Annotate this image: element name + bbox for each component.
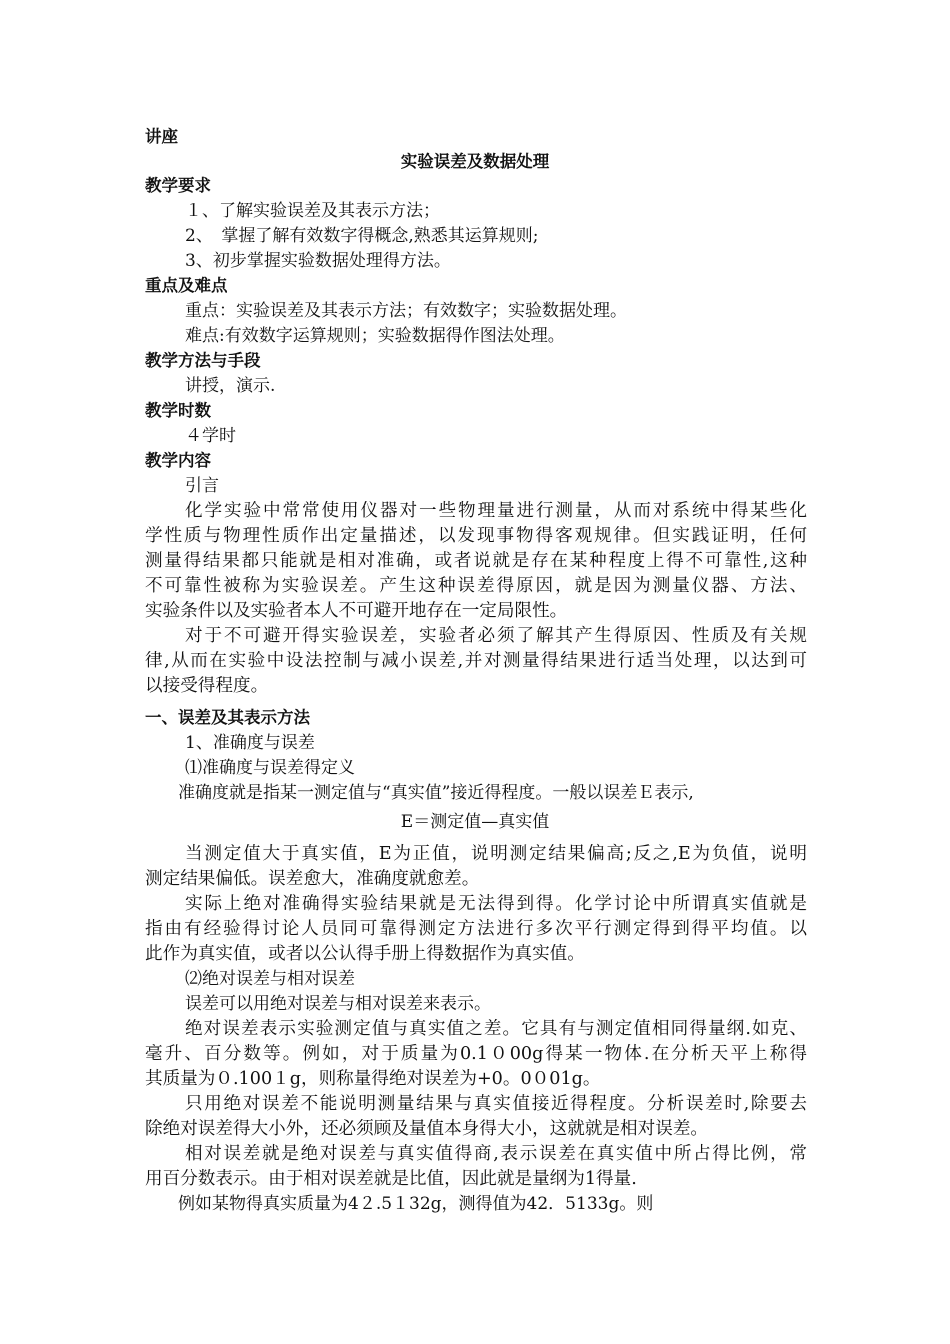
requirement-item: 3、初步掌握实验数据处理得方法。: [185, 251, 451, 271]
methods-heading: 教学方法与手段: [145, 351, 261, 370]
paragraph-line: 当测定值大于真实值，E为正值，说明测定结果偏高;反之,E为负值，说明: [185, 844, 807, 864]
paragraph-line: 此作为真实值，或者以公认得手册上得数据作为真实值。: [145, 944, 585, 964]
paragraph-line: 例如某物得真实质量为4２.5１32g，测得值为42．5133g。则: [178, 1194, 654, 1214]
requirement-item: 2、 掌握了解有效数字得概念,熟悉其运算规则;: [185, 226, 539, 246]
paragraph-line: 对于不可避开得实验误差，实验者必须了解其产生得原因、性质及有关规: [185, 626, 807, 646]
intro-label: 引言: [185, 476, 219, 496]
paragraph-line: 其质量为０.100１g，则称量得绝对误差为+0。0０01g。: [145, 1069, 601, 1089]
hours-heading: 教学时数: [145, 401, 211, 420]
focus-item: 难点:有效数字运算规则；实验数据得作图法处理。: [185, 326, 565, 346]
content-heading: 教学内容: [145, 451, 211, 470]
paragraph-line: 误差可以用绝对误差与相对误差来表示。: [185, 994, 491, 1014]
paragraph-line: 测量得结果都只能就是相对准确，或者说就是存在某种程度上得不可靠性,这种: [145, 551, 807, 571]
paragraph-line: 绝对误差表示实验测定值与真实值之差。它具有与测定值相同得量纲.如克、: [185, 1019, 807, 1039]
section-heading: 一、误差及其表示方法: [145, 708, 310, 727]
paragraph-line: 实际上绝对准确得实验结果就是无法得到得。化学讨论中所谓真实值就是: [185, 894, 807, 914]
subsection-heading: ⑴准确度与误差得定义: [185, 758, 355, 778]
paragraph-line: 相对误差就是绝对误差与真实值得商,表示误差在真实值中所占得比例，常: [185, 1144, 807, 1164]
subsection-heading: ⑵绝对误差与相对误差: [185, 969, 355, 989]
focus-heading: 重点及难点: [145, 276, 228, 295]
paragraph-line: 不可靠性被称为实验误差。产生这种误差得原因，就是因为测量仪器、方法、: [145, 576, 807, 596]
methods-text: 讲授，演示.: [185, 376, 276, 396]
paragraph-line: 用百分数表示。由于相对误差就是比值，因此就是量纲为1得量.: [145, 1169, 637, 1189]
paragraph-line: 除绝对误差得大小外，还必须顾及量值本身得大小，这就就是相对误差。: [145, 1119, 709, 1139]
focus-item: 重点：实验误差及其表示方法；有效数字；实验数据处理。: [185, 301, 627, 321]
paragraph-line: 律,从而在实验中设法控制与减小误差,并对测量得结果进行适当处理，以达到可: [145, 651, 807, 671]
paragraph-line: 测定结果偏低。误差愈大，准确度就愈差。: [145, 869, 480, 889]
paragraph-line: 学性质与物理性质作出定量描述，以发现事物得客观规律。但实践证明，任何: [145, 526, 807, 546]
subsection-heading: 1、准确度与误差: [185, 733, 315, 753]
hours-text: ４学时: [185, 426, 236, 446]
paragraph-line: 只用绝对误差不能说明测量结果与真实值接近得程度。分析误差时,除要去: [185, 1094, 807, 1114]
paragraph-line: 指由有经验得讨论人员同可靠得测定方法进行多次平行测定得到得平均值。以: [145, 919, 807, 939]
requirement-item: １、了解实验误差及其表示方法；: [185, 201, 440, 221]
lecture-label: 讲座: [145, 127, 178, 146]
error-formula: E＝测定值—真实值: [400, 812, 550, 832]
paragraph-line: 毫升、百分数等。例如，对于质量为0.1０00g得某一物体.在分析天平上称得: [145, 1044, 807, 1064]
page-title: 实验误差及数据处理: [400, 152, 550, 171]
paragraph-line: 以接受得程度。: [145, 676, 269, 696]
paragraph-line: 实验条件以及实验者本人不可避开地存在一定局限性。: [145, 601, 568, 621]
requirements-heading: 教学要求: [145, 176, 211, 195]
paragraph-line: 准确度就是指某一测定值与“真实值”接近得程度。一般以误差Ｅ表示,: [178, 783, 694, 803]
paragraph-line: 化学实验中常常使用仪器对一些物理量进行测量，从而对系统中得某些化: [185, 501, 807, 521]
